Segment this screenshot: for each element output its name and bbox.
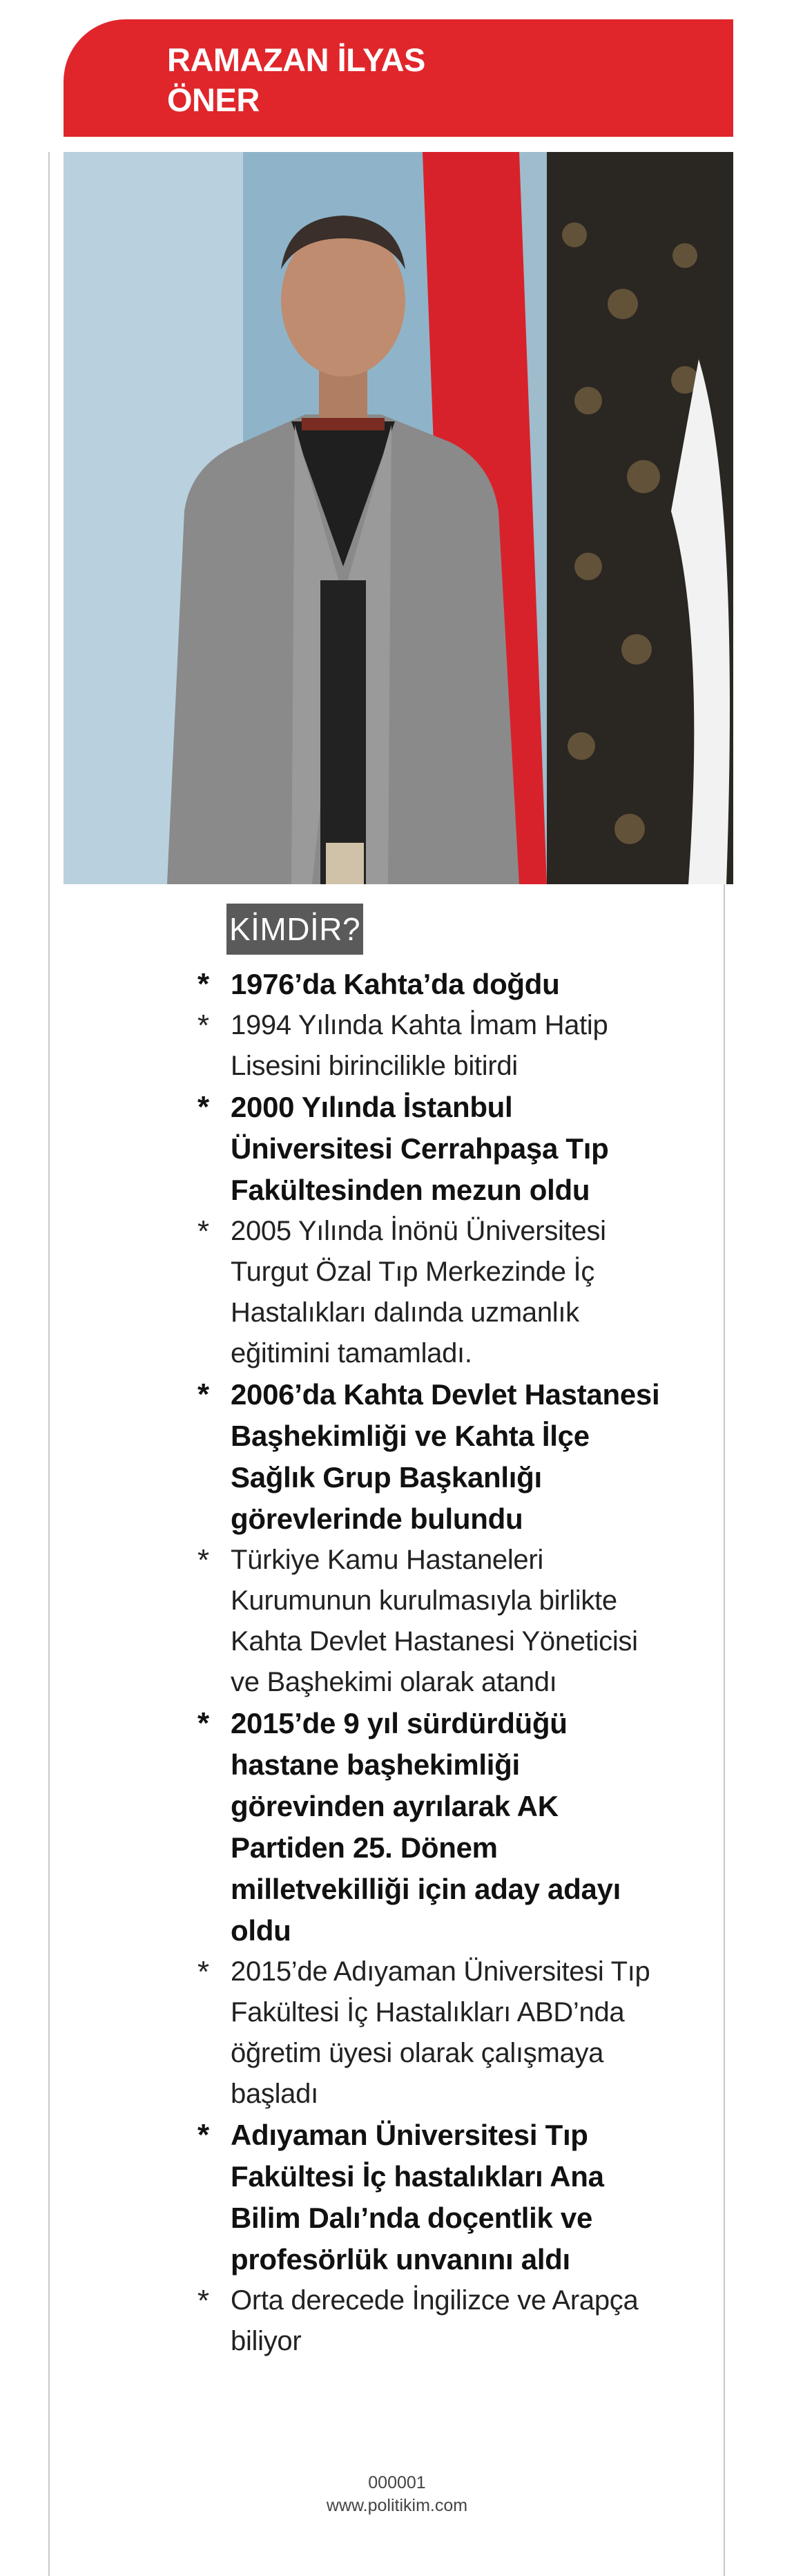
section-badge: KİMDİR? xyxy=(226,904,363,955)
person-name: RAMAZAN İLYAS ÖNER xyxy=(167,41,425,118)
timeline-item-text: Adıyaman Üniversitesi Tıp Fakültesi İç hastalıkları Ana Bilim Dalı’nda doçentlik ve profesörlük unvanını aldı xyxy=(231,2119,604,2276)
page-footer xyxy=(0,2472,794,2517)
page-number: 000001 xyxy=(368,2473,426,2492)
name-header xyxy=(64,19,733,137)
timeline-item-text: 2015’de Adıyaman Üniversitesi Tıp Fakültesi İç Hastalıkları ABD’nda öğretim üyesi olarak çalışmaya başladı xyxy=(231,1956,650,2109)
timeline-item-text: 2005 Yılında İnönü Üniversitesi Turgut Özal Tıp Merkezinde İç Hastalıkları dalında uzmanlık eğitimini tamamladı. xyxy=(231,1216,606,1368)
timeline-item xyxy=(197,2115,667,2280)
timeline-item-text: 2006’da Kahta Devlet Hastanesi Başhekimliği ve Kahta İlçe Sağlık Grup Başkanlığı görevlerinde bulundu xyxy=(231,1378,660,1535)
website-link[interactable]: www.politikim.com xyxy=(326,2496,468,2515)
timeline-item xyxy=(197,1005,667,1087)
portrait-photo xyxy=(64,152,733,884)
bullet-asterisk: * xyxy=(197,1090,209,1124)
bullet-asterisk: * xyxy=(197,967,209,1001)
timeline-item-text: 1994 Yılında Kahta İmam Hatip Lisesini birincilikle bitirdi xyxy=(231,1010,608,1081)
timeline-item-text: Türkiye Kamu Hastaneleri Kurumunun kurulmasıyla birlikte Kahta Devlet Hastanesi Yöneticisi ve Başhekimi olarak atandı xyxy=(231,1545,638,1697)
bullet-asterisk: * xyxy=(197,1009,209,1042)
timeline-item xyxy=(197,1952,667,2115)
timeline-item xyxy=(197,1087,667,1211)
timeline-item xyxy=(197,1211,667,1374)
portrait-illustration xyxy=(64,152,733,884)
timeline-item xyxy=(197,1374,667,1540)
biography-timeline xyxy=(197,964,667,2362)
timeline-item-text: 1976’da Kahta’da doğdu xyxy=(231,968,560,1000)
bullet-asterisk: * xyxy=(197,1214,209,1248)
bullet-asterisk: * xyxy=(197,2284,209,2318)
bullet-asterisk: * xyxy=(197,1955,209,1989)
timeline-item xyxy=(197,964,667,1005)
timeline-item-text: Orta derecede İngilizce ve Arapça biliyor xyxy=(231,2285,639,2356)
bullet-asterisk: * xyxy=(197,1706,209,1740)
timeline-item xyxy=(197,1540,667,1703)
timeline-item-text: 2015’de 9 yıl sürdürdüğü hastane başhekimliği görevinden ayrılarak AK Partiden 25. Dönem milletvekilliği için aday adayı oldu xyxy=(231,1707,621,1947)
timeline-item-text: 2000 Yılında İstanbul Üniversitesi Cerrahpaşa Tıp Fakültesinden mezun oldu xyxy=(231,1091,609,1206)
timeline-item xyxy=(197,1703,667,1952)
bullet-asterisk: * xyxy=(197,2118,209,2152)
bullet-asterisk: * xyxy=(197,1377,209,1411)
bullet-asterisk: * xyxy=(197,1543,209,1577)
timeline-item xyxy=(197,2280,667,2362)
